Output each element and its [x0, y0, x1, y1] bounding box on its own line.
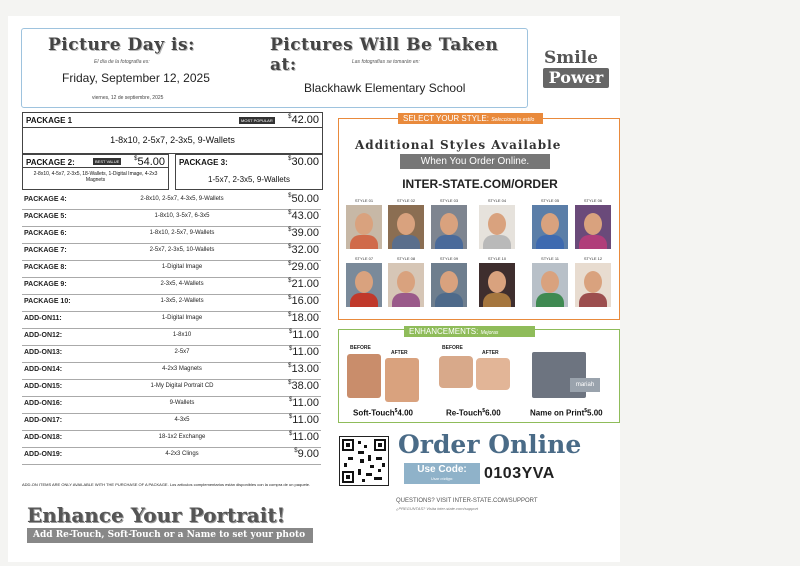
- row-price: $11.00: [288, 431, 319, 443]
- style-label: STYLE 07: [354, 256, 374, 261]
- package-row: [22, 260, 321, 278]
- row-price: $50.00: [288, 193, 319, 205]
- row-number: 17:: [52, 417, 63, 424]
- row-label: ADD-ON: [24, 383, 52, 390]
- style-photo[interactable]: [575, 263, 611, 307]
- style-label: STYLE 11: [541, 256, 559, 261]
- order-online-title: Order Online: [398, 430, 582, 459]
- row-price: $9.00: [294, 448, 319, 460]
- row-desc: 1-Digital Image: [161, 264, 203, 270]
- select-style-ribbon: SELECT YOUR STYLE: Selecciona tu estilo: [398, 113, 543, 124]
- row-desc: 4-2x3 Magnets: [162, 366, 202, 372]
- row-price: $39.00: [288, 227, 319, 239]
- row-number: 19:: [52, 451, 63, 458]
- row-price: $16.00: [288, 295, 319, 307]
- style-photo[interactable]: [479, 205, 515, 249]
- row-label: ADD-ON: [24, 417, 52, 424]
- row-price: $11.00: [288, 346, 319, 358]
- row-price: $29.00: [288, 261, 319, 273]
- row-label: ADD-ON: [24, 366, 52, 373]
- picture-date-es: viernes, 12 de septiembre, 2025: [92, 95, 164, 101]
- order-qr-code[interactable]: [339, 436, 389, 486]
- row-label: PACKAGE 4:: [24, 196, 67, 203]
- retouch-before-label: BEFORE: [442, 345, 463, 351]
- package-3-label: PACKAGE 3:: [179, 158, 228, 167]
- soft-after-photo: [385, 358, 419, 402]
- package-row: [22, 328, 321, 346]
- row-label: ADD-ON: [24, 434, 52, 441]
- row-label: PACKAGE 6:: [24, 230, 67, 237]
- style-label: STYLE 02: [396, 198, 416, 203]
- row-number: 14:: [52, 366, 63, 373]
- retouch-after-photo: [476, 358, 510, 390]
- enhance-title: Enhance Your Portrait!: [27, 503, 286, 527]
- when-order-online: When You Order Online.: [400, 154, 550, 169]
- style-photo[interactable]: [388, 205, 424, 249]
- package-1-label: PACKAGE 1: [26, 116, 73, 125]
- style-label: STYLE 03: [439, 198, 459, 203]
- row-label: ADD-ON: [24, 349, 52, 356]
- taken-at-title: Pictures Will Be Taken at:: [270, 35, 499, 75]
- package-3-box: [175, 154, 323, 190]
- row-label: ADD-ON: [24, 315, 52, 322]
- row-label: PACKAGE 7:: [24, 247, 67, 254]
- style-photo[interactable]: [532, 205, 568, 249]
- row-number: 11:: [52, 315, 62, 322]
- style-label: STYLE 06: [583, 198, 603, 203]
- brand-smile: Smile: [544, 48, 598, 68]
- additional-styles-headline: Additional Styles Available: [355, 138, 562, 152]
- best-value-badge: BEST VALUE: [95, 159, 120, 164]
- row-price: $43.00: [288, 210, 319, 222]
- picture-day-subtitle: El día de la fotografía es:: [94, 59, 150, 65]
- soft-after-label: AFTER: [391, 350, 408, 356]
- row-desc: 2-8x10, 2-5x7, 4-3x5, 9-Wallets: [140, 196, 224, 202]
- row-desc: 2-3x5, 4-Wallets: [160, 281, 204, 287]
- add-on-note: ADD-ON ITEMS ARE ONLY AVAILABLE WITH THE PURCHASE OF A PACKAGE. Los artículos complementarios están disponibles con la compra de un paquete.: [22, 482, 311, 487]
- style-label: STYLE 09: [439, 256, 459, 261]
- style-photo[interactable]: [346, 205, 382, 249]
- picture-day-title: Picture Day is:: [48, 35, 195, 55]
- row-label: PACKAGE 8:: [24, 264, 67, 271]
- row-desc: 1-8x10, 2-5x7, 9-Wallets: [149, 230, 215, 236]
- style-label: STYLE 12: [583, 256, 603, 261]
- row-price: $18.00: [288, 312, 319, 324]
- use-code-label: Use Code: Usar código:: [404, 463, 480, 484]
- row-desc: 2-5x7, 2-3x5, 10-Wallets: [149, 247, 215, 253]
- style-photo[interactable]: [388, 263, 424, 307]
- package-row: [22, 209, 321, 227]
- taken-at-subtitle: Las fotografías se tomarán en:: [352, 59, 420, 65]
- row-desc: 1-Digital Image: [161, 315, 203, 321]
- row-number: 15:: [52, 383, 63, 390]
- style-label: STYLE 05: [540, 198, 560, 203]
- row-label: PACKAGE 9:: [24, 281, 67, 288]
- style-photo[interactable]: [479, 263, 515, 307]
- row-price: $11.00: [288, 397, 319, 409]
- package-row: [22, 379, 321, 397]
- package-row: [22, 294, 321, 312]
- row-label: ADD-ON: [24, 332, 52, 339]
- row-desc: 4-3x5: [174, 417, 190, 423]
- soft-touch-label: Soft-Touch$4.00: [353, 408, 413, 418]
- style-photo[interactable]: [431, 205, 467, 249]
- row-desc: 1-My Digital Portrait CD: [150, 383, 214, 389]
- soft-before-label: BEFORE: [350, 345, 371, 351]
- package-3-price: $30.00: [288, 156, 319, 168]
- package-row: [22, 430, 321, 448]
- package-2-desc: 2-8x10, 4-5x7, 2-3x5, 18-Wallets, 1-Digital Image, 4-2x3 Magnets: [33, 171, 158, 183]
- retouch-label: Re-Touch$6.00: [446, 408, 501, 418]
- row-desc: 1-8x10, 3-5x7, 6-3x5: [154, 213, 210, 219]
- package-1-price: $42.00: [288, 114, 319, 126]
- retouch-before-photo: [439, 356, 473, 388]
- row-desc: 1-3x5, 2-Wallets: [160, 298, 204, 304]
- most-popular-badge: MOST POPULAR: [241, 118, 273, 123]
- row-price: $38.00: [288, 380, 319, 392]
- brand-power: Power: [543, 68, 609, 88]
- package-row: [22, 243, 321, 261]
- package-row: [22, 447, 321, 465]
- order-code: 0103YVA: [484, 465, 555, 482]
- package-row: [22, 192, 321, 210]
- package-3-desc: 1-5x7, 2-3x5, 9-Wallets: [208, 175, 290, 184]
- package-row: [22, 345, 321, 363]
- name-on-print-label: Name on Print$5.00: [530, 408, 603, 418]
- package-row: [22, 362, 321, 380]
- school-name: Blackhawk Elementary School: [304, 81, 466, 95]
- package-row: [22, 396, 321, 414]
- row-desc: 9-Wallets: [169, 400, 195, 406]
- row-label: PACKAGE 10:: [24, 298, 71, 305]
- row-number: 12:: [52, 332, 63, 339]
- style-photo[interactable]: [532, 263, 568, 307]
- style-label: STYLE 10: [487, 256, 507, 261]
- package-2-label: PACKAGE 2:: [26, 158, 75, 167]
- package-row: [22, 277, 321, 295]
- retouch-after-label: AFTER: [482, 350, 499, 356]
- row-label: ADD-ON: [24, 400, 52, 407]
- style-label: STYLE 08: [396, 256, 416, 261]
- row-number: 16:: [52, 400, 63, 407]
- row-desc: 1-8x10: [172, 332, 192, 338]
- package-2-box: [22, 154, 169, 190]
- package-1-desc: 1-8x10, 2-5x7, 2-3x5, 9-Wallets: [110, 135, 235, 145]
- row-price: $11.00: [288, 414, 319, 426]
- row-price: $32.00: [288, 244, 319, 256]
- style-photo[interactable]: [431, 263, 467, 307]
- row-number: 13:: [52, 349, 63, 356]
- row-number: 18:: [52, 434, 63, 441]
- style-photo[interactable]: [575, 205, 611, 249]
- soft-before-photo: [347, 354, 381, 398]
- enhance-subtitle: Add Re-Touch, Soft-Touch or a Name to set your photo apart.: [27, 528, 313, 543]
- order-site: INTER-STATE.COM/ORDER: [402, 177, 558, 191]
- package-1-box: [22, 112, 323, 154]
- row-desc: 18-1x2 Exchange: [158, 434, 206, 440]
- support-questions[interactable]: QUESTIONS? VISIT INTER-STATE.COM/SUPPORT: [396, 498, 538, 504]
- style-label: STYLE 04: [487, 198, 507, 203]
- picture-date: Friday, September 12, 2025: [62, 71, 210, 85]
- enhancements-ribbon: ENHANCEMENTS: Mejoras: [404, 326, 535, 337]
- name-sample: mariah: [570, 378, 600, 392]
- row-label: PACKAGE 5:: [24, 213, 67, 220]
- package-row: [22, 311, 321, 329]
- picture-day-header: [21, 28, 528, 108]
- row-price: $21.00: [288, 278, 319, 290]
- package-row: [22, 226, 321, 244]
- row-price: $13.00: [288, 363, 319, 375]
- package-2-price: $54.00: [134, 156, 165, 168]
- row-desc: 4-2x3 Clings: [165, 451, 199, 457]
- row-price: $11.00: [288, 329, 319, 341]
- row-desc: 2-5x7: [174, 349, 190, 355]
- style-photo[interactable]: [346, 263, 382, 307]
- package-row: [22, 413, 321, 431]
- row-label: ADD-ON: [24, 451, 52, 458]
- style-label: STYLE 01: [354, 198, 374, 203]
- support-questions-es: ¿PREGUNTAS? Visita inter-state.com/support: [396, 506, 479, 511]
